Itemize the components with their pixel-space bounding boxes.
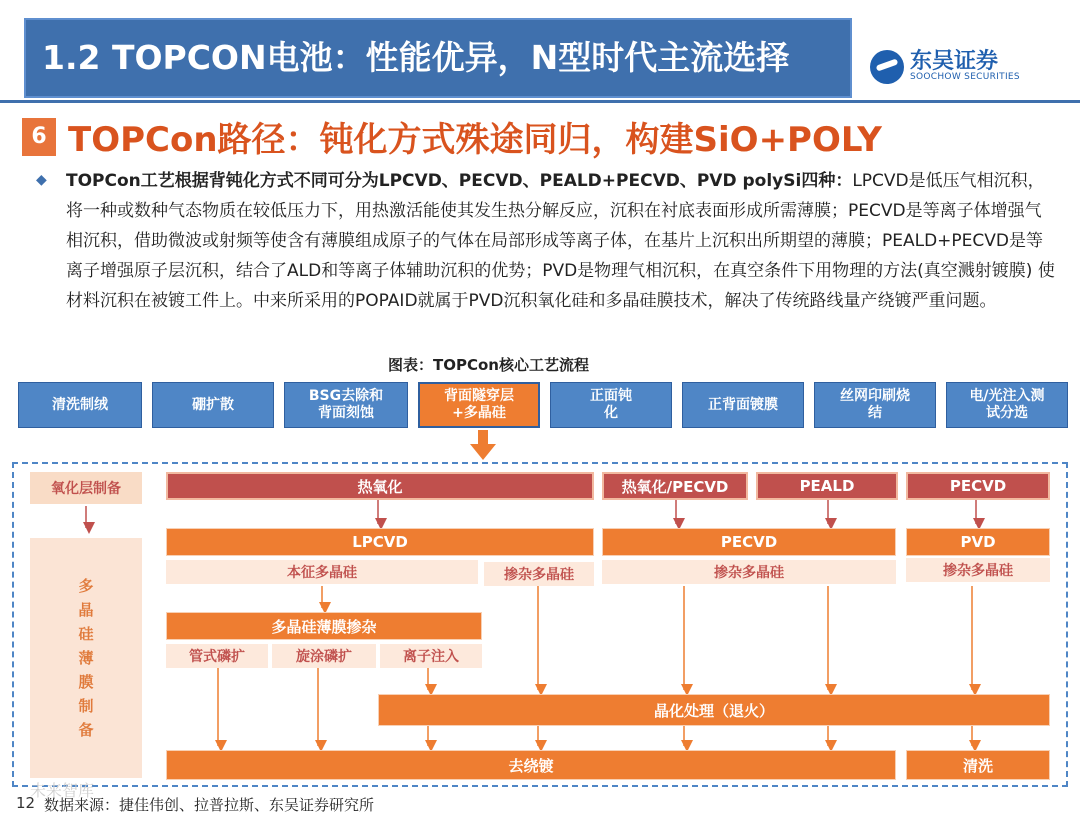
tube-diffusion-label: 管式磷扩 [166, 644, 268, 668]
step-boron-diffusion: 硼扩散 [152, 382, 274, 428]
diamond-bullet-icon: ◆ [36, 172, 47, 188]
spin-diffusion-label: 旋涂磷扩 [272, 644, 376, 668]
logo-english-name: SOOCHOW SECURITIES [910, 72, 1020, 82]
doped-poly-pvd-label: 掺杂多晶硅 [906, 558, 1050, 582]
lpcvd-box: LPCVD [166, 528, 594, 556]
pecvd-oxide-box: PECVD [906, 472, 1050, 500]
poly-film-label-text: 多晶硅薄膜制备 [78, 577, 94, 739]
figure-title: 图表：TOPCon核心工艺流程 [388, 356, 589, 374]
section-title: TOPCon路径：钝化方式殊途同归，构建SiO+POLY [68, 120, 882, 160]
step-tunnel-layer-poly: 背面隧穿层+多晶硅 [418, 382, 540, 428]
step-screen-printing: 丝网印刷烧结 [814, 382, 936, 428]
pvd-box: PVD [906, 528, 1050, 556]
cleaning-box: 清洗 [906, 750, 1050, 780]
watermark-text: 未来智库 [30, 781, 95, 800]
doped-poly-pecvd-label: 掺杂多晶硅 [602, 560, 896, 584]
step-injection-testing: 电/光注入测试分选 [946, 382, 1068, 428]
thermal-pecvd-box: 热氧化/PECVD [602, 472, 748, 500]
wrap-removal-box: 去绕镀 [166, 750, 896, 780]
step-cleaning-texturing: 清洗制绒 [18, 382, 142, 428]
step-front-passivation: 正面钝化 [550, 382, 672, 428]
doped-poly-lpcvd-label: 掺杂多晶硅 [484, 562, 594, 586]
step-front-back-coating: 正背面镀膜 [682, 382, 804, 428]
section-number-badge: 6 [22, 118, 56, 156]
page-number: 12 [16, 794, 36, 812]
intrinsic-poly-label: 本征多晶硅 [166, 560, 478, 584]
header-title: 1.2 TOPCON电池：性能优异，N型时代主流选择 [42, 38, 790, 77]
data-source: 数据来源：捷佳伟创、拉普拉斯、东吴证券研究所 [44, 796, 375, 814]
ion-implant-label: 离子注入 [380, 644, 482, 668]
logo-chinese-name: 东吴证券 [910, 49, 999, 74]
body-text: LPCVD是低压气相沉积，将一种或数种气态物质在较低压力下，用热激活能使其发生热分解反应，沉积在衬底表面形成所需薄膜；PECVD是等离子体增强气相沉积，借助微波或射频等使含有薄膜组成原子的气体在局部形成等离子体，在基片上沉积出所期望的薄膜；PEALD+PECVD是等离子增强原子层沉积，结合了ALD和等离子体辅助沉积的优势；PVD是物理气相沉积，在真空条件下用物理的方法(真空溅射镀膜) 使材料沉积在被镀工件上。中来所采用的POPAID就属于PVD沉积氧化硅和多晶硅膜技术，解决了传统路线量产绕镀严重问题。 [66, 171, 1055, 311]
peald-box: PEALD [756, 472, 898, 500]
anneal-box: 晶化处理（退火） [378, 694, 1050, 726]
pecvd-box: PECVD [602, 528, 896, 556]
poly-doping-box: 多晶硅薄膜掺杂 [166, 612, 482, 640]
oxide-layer-label: 氧化层制备 [30, 472, 142, 504]
thermal-oxidation-box: 热氧化 [166, 472, 594, 500]
body-lead: TOPCon工艺根据背钝化方式不同可分为LPCVD、PECVD、PEALD+PECVD、PVD polySi四种： [66, 171, 853, 191]
step-bsg-removal: BSG去除和背面刻蚀 [284, 382, 408, 428]
